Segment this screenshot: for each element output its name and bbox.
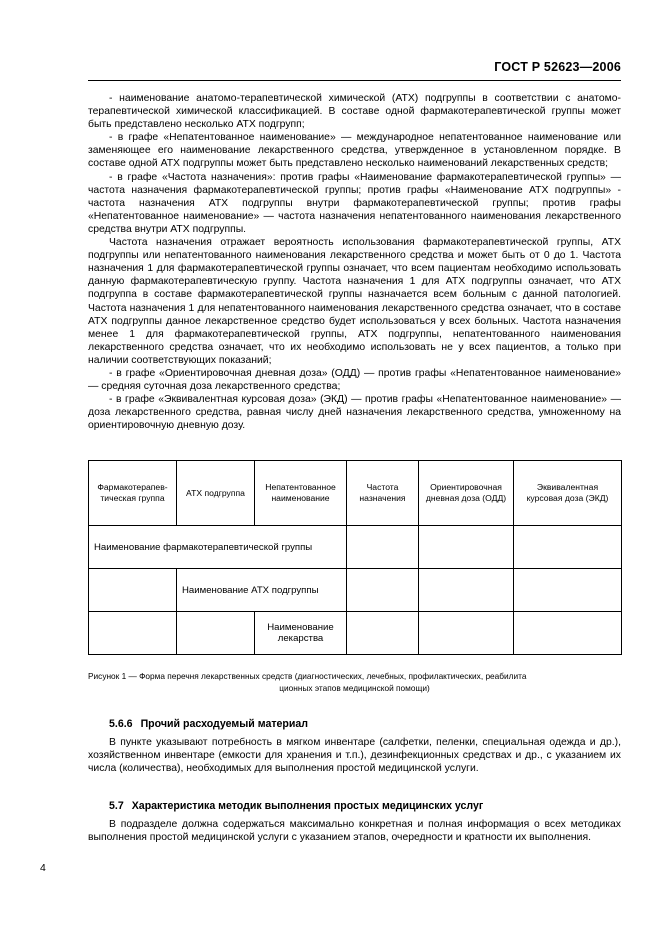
paragraph-nonproprietary-name: - в графе «Непатентованное наименование» — международное непатентованное наименование или заменяющее его наименование лекарственного средства, утвержденное в установленном порядке. В составе одной АТХ подгруппы может быть представлено несколько наименований лекарственных средств; — [88, 132, 621, 170]
paragraph-frequency-column: - в графе «Частота назначения»: против графы «Наименование фармакотерапевтической группы» — частота назначения фармакотерапевтической группы; против графы «Наименование АТХ подгруппы» - частота назначения АТХ подгруппы внутри фармакотерапевтической группы; против графы «Непатентованное наименование» — частота назначения непатентованного наименования лекарственного средства внутри АТХ подгруппы. — [88, 171, 621, 235]
table-cell-drug-name: Наименование лекарства — [255, 612, 347, 655]
table-header-cell: Ориентировочная дневная доза (ОДД) — [419, 461, 514, 526]
table-row — [89, 526, 622, 569]
table-cell-empty — [347, 526, 419, 569]
table-cell-empty — [347, 569, 419, 612]
table-cell-empty — [419, 569, 514, 612]
paragraph-atc-subgroup: - наименование анатомо-терапевтической химической (АТХ) подгруппы в соответствии с анатомо-терапевтической химической классификацией. В составе одной фармакотерапевтической группы может быть представлено несколько АТХ подгрупп; — [88, 93, 621, 131]
table-row — [89, 569, 622, 612]
page-header-standard-number: ГОСТ Р 52623—2006 — [494, 60, 621, 74]
paragraph-ekd-column: - в графе «Эквивалентная курсовая доза» (ЭКД) — против графы «Непатентованное наименование» — доза лекарственного средства, равная числу дней назначения лекарственного средства, умноженному на ориентировочную дневную дозу. — [88, 394, 621, 432]
table-cell-empty — [419, 612, 514, 655]
table-header-row — [89, 461, 622, 526]
table-cell-empty — [419, 526, 514, 569]
table-cell-empty — [514, 612, 622, 655]
paragraph-odd-column: - в графе «Ориентировочная дневная доза» (ОДД) — против графы «Непатентованное наименование» — средняя суточная доза лекарственного средства; — [88, 367, 621, 393]
figure-caption — [88, 671, 621, 694]
table-cell-empty — [89, 612, 177, 655]
page-content — [88, 92, 621, 844]
table-header-cell: Эквивалентная курсовая доза (ЭКД) — [514, 461, 622, 526]
section-body-5-6-6: В пункте указывают потребность в мягком инвентаре (салфетки, пеленки, специальная одежда и др.), хозяйственном инвентаре (емкости для хранения и т.п.), дезинфекционных средствах и др., с указанием их числа (количества), необходимых для выполнения простой медицинской услуги. — [88, 737, 621, 775]
table-cell-empty — [177, 612, 255, 655]
table-cell-atc-subgroup: Наименование АТХ подгруппы — [177, 569, 347, 612]
figure-caption-line-1: Рисунок 1 — Форма перечня лекарственных средств (диагностических, лечебных, профилактических, реабилита — [88, 671, 527, 682]
section-title: Прочий расходуемый материал — [140, 718, 309, 731]
table-row — [89, 612, 622, 655]
drug-list-form-table — [88, 460, 622, 655]
page-number: 4 — [40, 863, 46, 874]
section-number: 5.6.6 — [109, 718, 133, 731]
section-heading-5-7 — [88, 800, 621, 812]
table-header-cell: АТХ подгруппа — [177, 461, 255, 526]
table-cell-empty — [89, 569, 177, 612]
paragraph-frequency-meaning: Частота назначения отражает вероятность использования фармакотерапевтической группы, АТХ подгруппы или непатентованного наименования лекарственного средства и может быть от 0 до 1. Частота назначения 1 для фармакотерапевтической группы означает, что всем пациентам необходимо использовать данную фармакотерапевтическую группу. Частота назначения 1 для АТХ подгруппы означает, что АТХ подгруппа в составе фармакотерапевтической группы назначается всем больным с данной патологией. Частота назначения 1 для непатентованного наименования лекарственного средства означает, что в составе АТХ подгруппы данное лекарственное средство будет использоваться у всех больных. Частота назначения менее 1 для фармакотерапевтической группы, АТХ подгруппы, непатентованного наименования лекарственного средства означает, что их необходимо использовать не у всех пациентов, а только при наличии соответствующих показаний; — [88, 237, 621, 366]
table-cell-empty — [514, 569, 622, 612]
table-header-cell: Частота назначения — [347, 461, 419, 526]
table-cell-empty — [347, 612, 419, 655]
table-cell-empty — [514, 526, 622, 569]
header-divider — [88, 80, 621, 81]
section-number: 5.7 — [109, 799, 124, 812]
figure-caption-line-2: ционных этапов медицинской помощи) — [279, 682, 430, 693]
section-title: Характеристика методик выполнения простых медицинских услуг — [131, 799, 484, 812]
table-header-cell: Непатентованное наименование — [255, 461, 347, 526]
table-header-cell: Фармакотерапевтическая группа — [89, 461, 177, 526]
section-body-5-7: В подразделе должна содержаться максимально конкретная и полная информация о всех методиках выполнения простой медицинской услуги с указанием этапов, очередности и кратности их выполнения. — [88, 818, 621, 843]
section-heading-5-6-6 — [88, 718, 621, 730]
table-cell-pharmacotherapeutic-group: Наименование фармакотерапевтической группы — [89, 526, 347, 569]
